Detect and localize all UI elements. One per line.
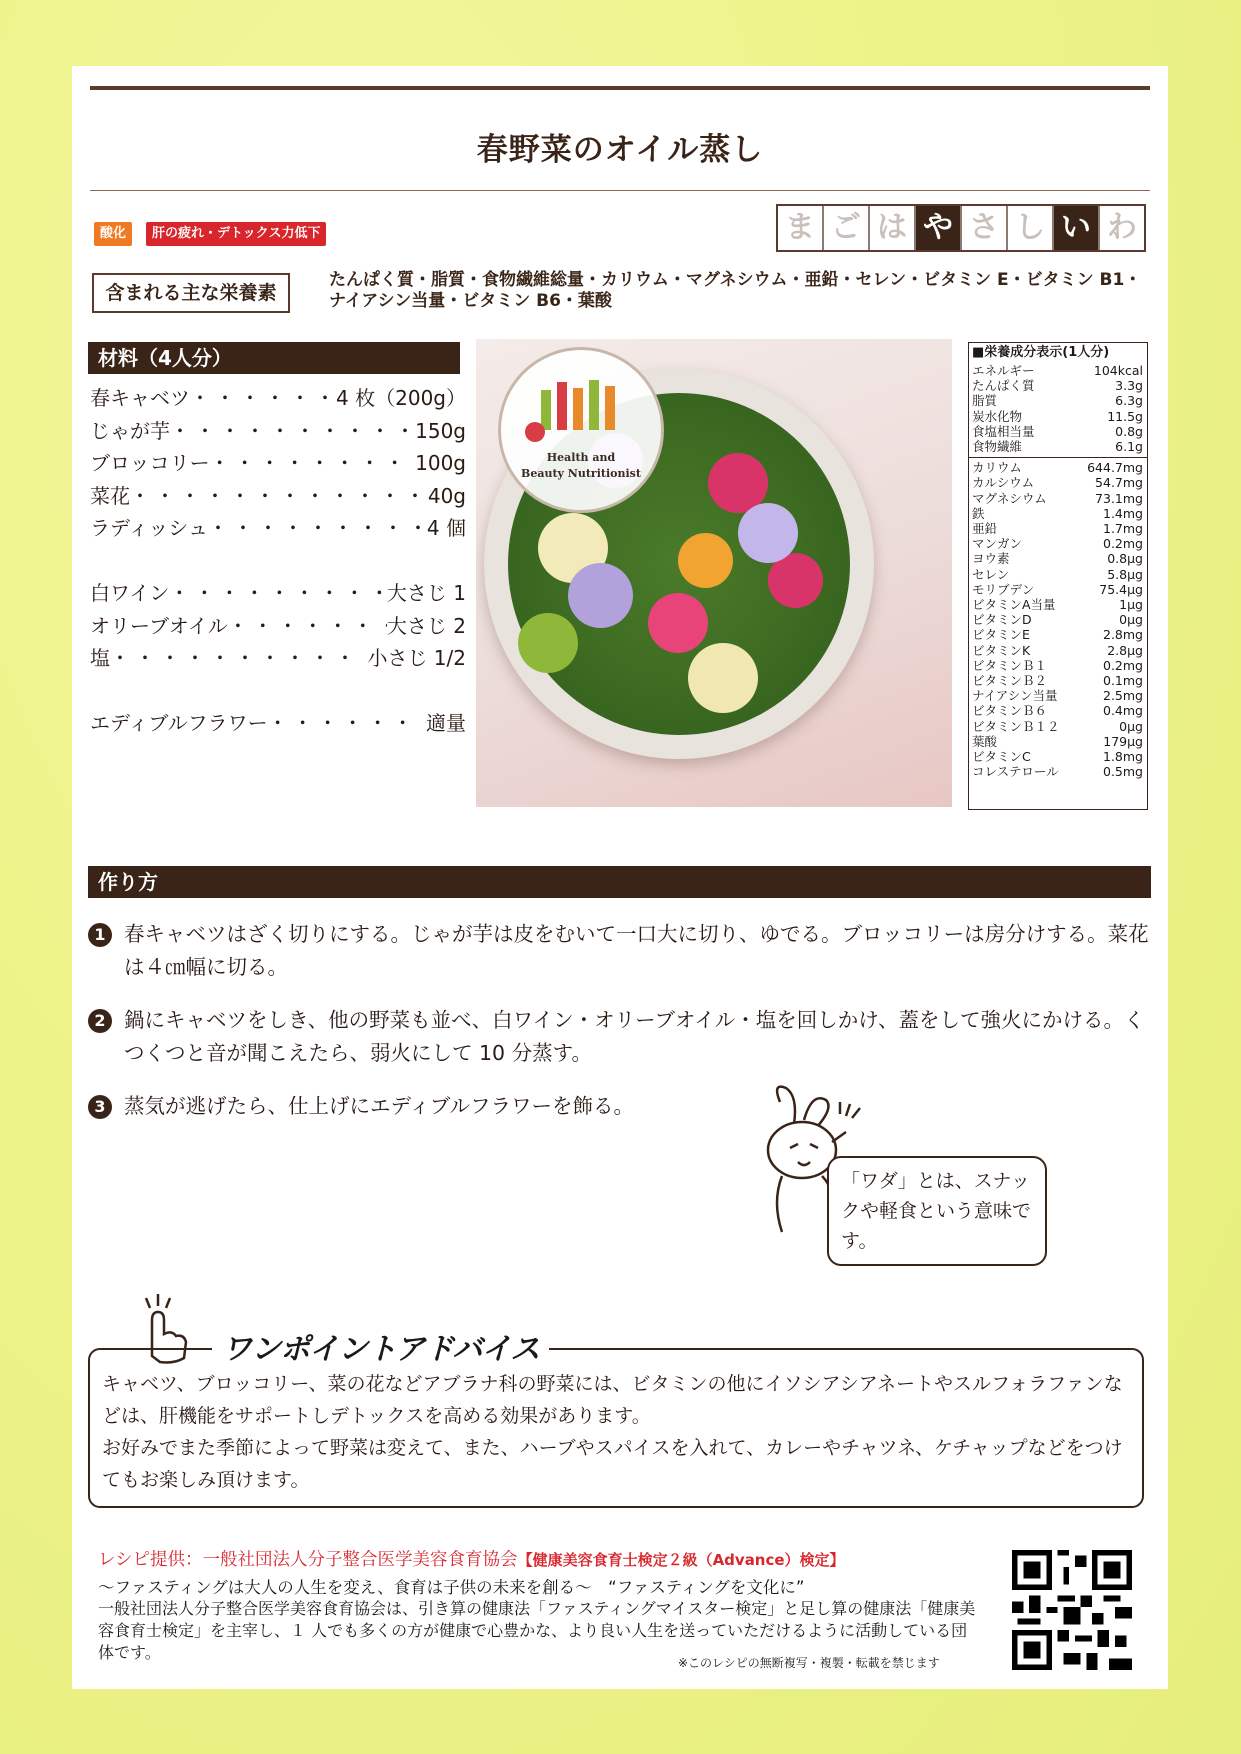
nutrition-name: マンガン [972,536,1023,552]
nutrition-name: 脂質 [972,393,998,409]
nutrition-name: ビタミンA当量 [972,597,1056,613]
nutrition-name: カリウム [972,460,1022,476]
recipe-card [72,66,1168,1689]
nutrition-name: モリブデン [972,581,1035,597]
nutrition-value: 1.8mg [1103,749,1143,765]
nutrition-value: 1.7mg [1103,521,1143,537]
nutrition-header: ■栄養成分表示(1人分) [972,345,1110,360]
nutrition-value: 11.5g [1107,408,1143,424]
nutrition-value: 75.4μg [1099,581,1143,597]
nutrition-value: 2.8mg [1103,627,1143,643]
step-text: 鍋にキャベツをしき、他の野菜も並べ、白ワイン・オリーブオイル・塩を回しかけ、蓋をして強火にかける。くつくつと音が聞こえたら、弱火にして 10 分蒸す。 [124,1008,1145,1065]
provider-sub: 【健康美容食育士検定２級（Advance）検定】 [517,1551,845,1569]
nutrition-name: エネルギー [972,363,1035,378]
ingredient-leader-dots [110,642,367,675]
nutrition-row [969,521,1147,536]
nutrition-row [969,597,1147,612]
nutrition-name: ビタミンE [972,627,1030,643]
method-step [88,1090,1158,1123]
nutrition-row [969,491,1147,506]
mago-cell-7: わ [1107,210,1137,245]
nutrition-row [969,460,1147,475]
ingredient-name: 塩 [90,646,110,670]
ingredient-name: 白ワイン [90,581,170,605]
nutrition-name: ビタミンＢ１ [972,657,1048,673]
nutrition-name: ビタミンＢ６ [972,703,1048,719]
nutrition-value: 0.2mg [1103,536,1143,552]
nutrition-name: 鉄 [972,505,985,521]
nutrition-row [969,506,1147,521]
nutrition-name: マグネシウム [972,490,1047,506]
nutrition-name: ビタミンＢ２ [972,673,1048,689]
nutrition-value: 0.5mg [1103,764,1143,780]
ingredient-row [90,480,466,513]
ingredient-leader-dots [169,577,387,610]
nutrition-row [969,363,1147,378]
speech-bubble: 「ワダ」とは、スナックや軽食という意味です。 [827,1156,1047,1266]
advice-paragraph-2: お好みでまた季節によって野菜は変えて、また、ハーブやスパイスを入れて、カレーやチャツネ、ケチャップなどをつけてもお楽しみ頂けます。 [102,1437,1123,1491]
ingredient-name: 菜花 [90,483,130,508]
ingredient-leader-dots [208,512,427,545]
step-text: 春キャベツはざく切りにする。じゃが芋は皮をむいて一口大に切り、ゆでる。ブロッコリーは房分けする。菜花は４㎝幅に切る。 [124,922,1149,979]
step-number-icon: 2 [88,1009,112,1033]
mago-cell-1: ご [824,206,870,250]
recipe-provider [98,1546,845,1571]
nutrition-row [969,734,1147,749]
nutrition-row [969,409,1147,424]
top-rule [90,86,1150,90]
method-step [88,918,1158,984]
nutrition-row [969,551,1147,566]
logo-line-2: Beauty Nutritionist [521,467,641,480]
nutrition-value: 6.3g [1115,393,1143,409]
mago-cell-3: や [916,206,962,250]
step-text: 蒸気が逃げたら、仕上げにエディブルフラワーを飾る。 [124,1094,635,1118]
advice-title: ワンポイントアドバイス [212,1324,549,1368]
ingredient-row [90,382,466,415]
nutrition-value: 179μg [1103,733,1143,749]
ingredient-amount: 大さじ 1 [386,581,466,605]
logo-line-1: Health and [546,451,616,464]
association-description: 一般社団法人分子整合医学美容食育協会は、引き算の健康法「ファスティングマイスター検定」と足し算の健康法「健康美容食育士検定」を主宰し、１ 人でも多くの方が健康で心豊かな、より良い人生を送っていただけるように活動している団体です。 [98,1599,976,1662]
nutrition-name: 葉酸 [972,733,998,749]
ingredients-list [90,382,466,740]
ingredient-name: エディブルフラワー [90,711,268,735]
nutrition-row [969,719,1147,734]
ingredient-leader-dots [130,480,428,513]
title-rule [90,190,1150,191]
advice-paragraph-1: キャベツ、ブロッコリー、菜の花などアブラナ科の野菜には、ビタミンの他にイソシアシアネートやスルフォラファンなどは、肝機能をサポートしデトックスを高める効果があります。 [102,1373,1123,1427]
ingredient-leader-dots [268,707,426,740]
nutrition-row [969,673,1147,688]
nutrition-value: 0μg [1119,612,1143,628]
page-title: 春野菜のオイル蒸し [476,132,764,168]
nutrition-name: 食物繊維 [972,439,1023,455]
method-heading: 作り方 [88,866,1151,898]
nutrition-value: 644.7mg [1087,460,1143,476]
nutrition-row [969,567,1147,582]
advice-box [88,1348,1144,1508]
acid-tag: 酸化 [94,222,132,246]
nutrition-value: 3.3g [1115,378,1143,394]
nutrition-name: 食塩相当量 [972,423,1035,439]
ingredient-amount: 4 個 [426,516,466,540]
provider-name: レシピ提供：一般社団法人分子整合医学美容食育協会 [98,1550,518,1570]
ingredient-amount: 150g [415,418,466,443]
nutrition-value: 73.1mg [1095,490,1143,506]
method-steps [88,918,1158,1143]
ingredient-name: じゃが芋 [90,418,170,443]
ingredient-row [90,610,466,643]
ingredient-leader-dots [190,382,336,415]
nutrition-name: ビタミンＢ１２ [972,718,1060,734]
ingredient-name: ブロッコリー [90,451,210,475]
nutrition-name: たんぱく質 [972,378,1035,394]
nutrition-name: ビタミンD [972,612,1032,628]
nutrition-value: 0.2mg [1103,657,1143,673]
ingredient-amount: 小さじ 1/2 [367,646,466,670]
nutrition-row [969,643,1147,658]
mago-cell-4: さ [962,206,1008,250]
nutrition-value: 0.4mg [1103,703,1143,719]
nutrition-value: 2.8μg [1107,642,1143,658]
nutrition-value: 1.4mg [1103,505,1143,521]
magowayasashii-grid [776,204,1146,252]
ingredient-leader-dots [210,447,416,480]
ingredient-name: 春キャベツ [90,386,190,410]
dish-photo [476,339,952,807]
topic-tag: 肝の疲れ・デトックス力低下 [146,222,326,246]
nutrition-name: カルシウム [972,475,1035,491]
ingredient-amount: 適量 [426,711,466,735]
ingredient-amount: 100g [415,451,466,475]
qr-code-icon[interactable] [1012,1550,1132,1670]
ingredient-amount: 大さじ 2 [386,613,466,638]
ingredient-leader-dots [228,610,387,643]
nutrition-value: 0.8μg [1107,551,1143,567]
nutrition-value: 1μg [1119,597,1143,613]
ingredient-amount: 4 枚（200g） [336,386,466,410]
mago-cell-0: ま [778,206,824,250]
ingredients-heading: 材料（4人分） [88,342,460,374]
nutrition-row [969,627,1147,642]
ingredient-row [90,642,466,675]
nutrition-name: ナイアシン当量 [972,688,1058,704]
slogan: ～ファスティングは大人の人生を変え、食育は子供の未来を創る～ “ファスティングを文化に” [98,1578,805,1597]
method-step [88,1004,1158,1070]
ingredient-amount: 40g [427,483,466,508]
nutrition-value: 54.7mg [1095,475,1143,491]
nutrition-row [969,688,1147,703]
nutrients-label: 含まれる主な栄養素 [92,273,290,313]
nutrition-row [969,703,1147,718]
ingredient-row [90,512,466,545]
nutrition-value: 0.1mg [1103,673,1143,689]
copyright-note: ※このレシピの無断複写・複製・転載を禁じます [678,1656,940,1670]
nutritionist-logo [498,347,664,513]
ingredient-row [90,415,466,448]
mago-cell-6: い [1054,206,1100,250]
nutrition-value: 0.8g [1115,423,1143,439]
ingredient-row [90,707,466,740]
nutrition-row [969,475,1147,490]
nutrition-row [969,536,1147,551]
nutrition-name: ビタミンC [972,749,1031,765]
nutrition-facts [968,342,1148,810]
nutrition-row [969,378,1147,393]
nutrition-row [969,764,1147,779]
ingredient-name: オリーブオイル [90,613,228,638]
nutrition-value: 0μg [1119,718,1143,734]
nutrition-value: 104kcal [1093,363,1143,378]
nutrition-row [969,582,1147,597]
nutrition-value: 5.8μg [1107,566,1143,582]
step-number-icon: 3 [88,1095,112,1119]
ingredient-row [90,577,466,610]
nutrition-row [969,658,1147,673]
mago-cell-5: し [1008,206,1054,250]
nutrition-row [969,424,1147,439]
nutrition-value: 2.5mg [1103,688,1143,704]
nutrition-value: 6.1g [1115,439,1143,455]
mago-cell-2: は [870,206,916,250]
nutrition-name: ビタミンK [972,642,1031,658]
nutrition-name: セレン [972,566,1010,582]
nutrition-row [969,439,1147,454]
ingredient-row [90,447,466,480]
nutrition-name: コレステロール [972,764,1059,780]
nutrition-name: ヨウ素 [972,551,1010,567]
ingredient-name: ラディッシュ [90,516,208,540]
nutrition-row [969,393,1147,408]
nutrition-name: 亜鉛 [972,521,998,537]
nutrition-row [969,749,1147,764]
nutrition-name: 炭水化物 [972,408,1023,424]
nutrients-text: たんぱく質・脂質・食物繊維総量・カリウム・マグネシウム・亜鉛・セレン・ビタミン E・ビタミン B1・ナイアシン当量・ビタミン B6・葉酸 [329,270,1142,311]
step-number-icon: 1 [88,923,112,947]
ingredient-leader-dots [170,415,415,448]
nutrition-row [969,612,1147,627]
